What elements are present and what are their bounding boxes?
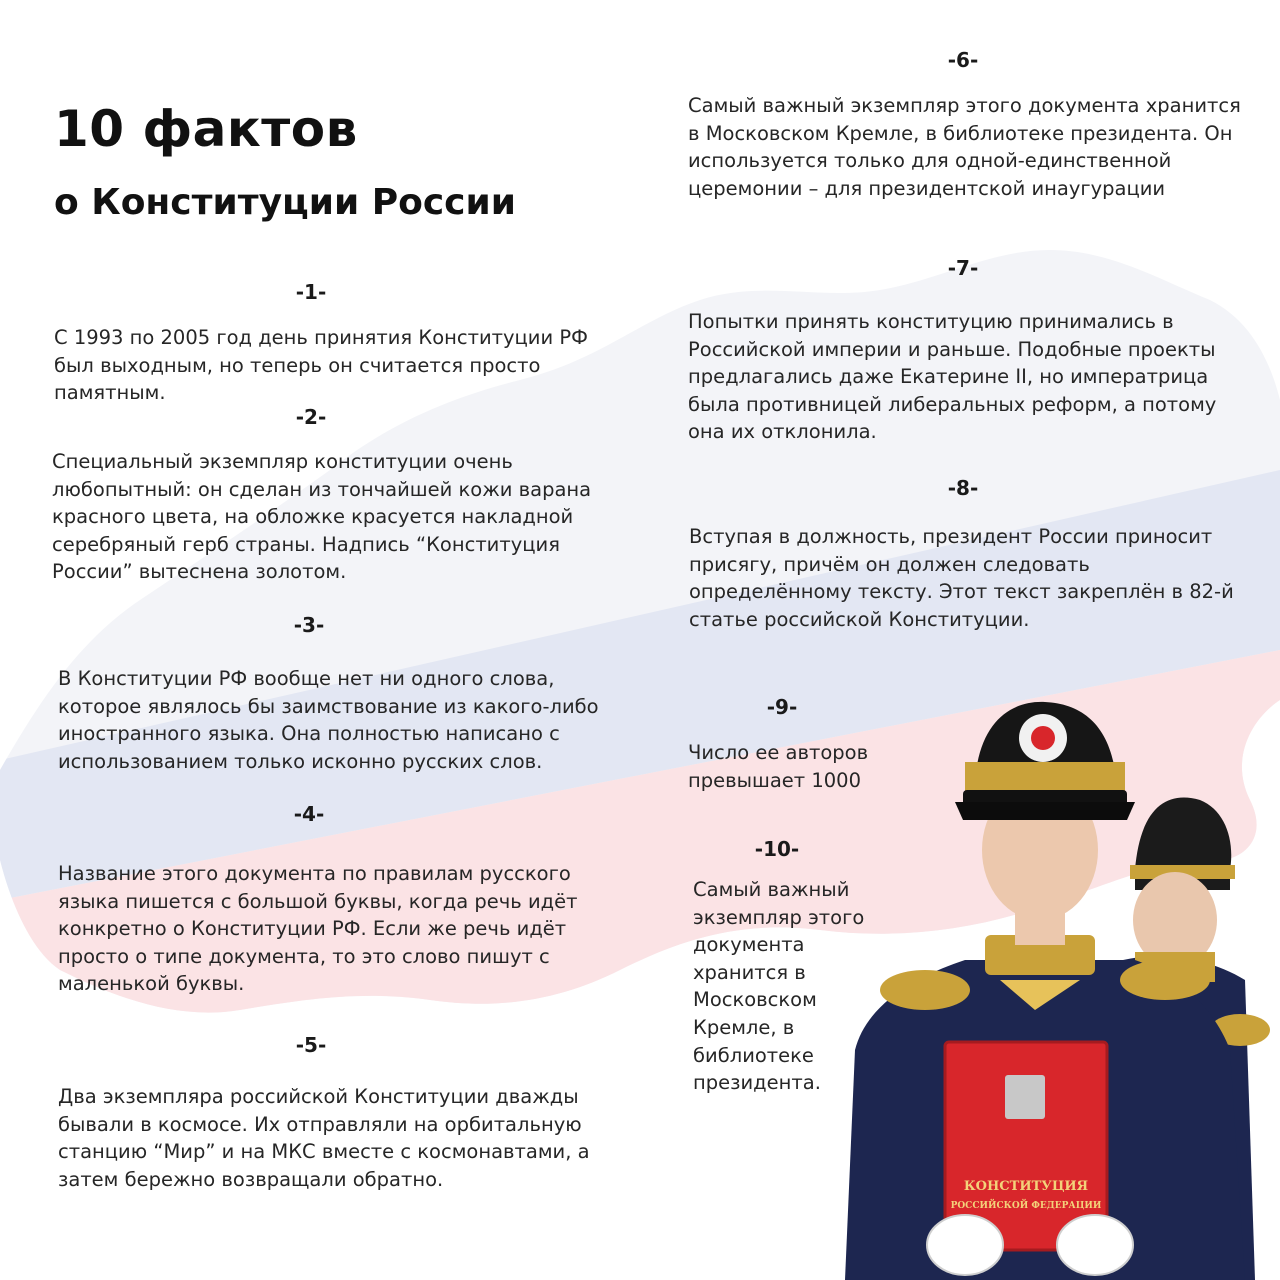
fact-text-4: Название этого документа по правилам русского языка пишется с большой буквы, когда речь идёт конкретно о Конституции РФ. Если же речь идёт просто о типе документа, то это слово пишут с маленькой буквы. [58, 862, 578, 996]
fact-number-6: -6- [947, 48, 979, 72]
fact-number-8: -8- [947, 476, 979, 500]
fact-text-5: Два экземпляра российской Конституции дважды бывали в космосе. Их отправляли на орбитальную станцию “Мир” и на МКС вместе с космонавтами, а затем бережно возвращали обратно. [58, 1085, 590, 1191]
fact-number-1: -1- [295, 280, 327, 304]
fact-number-3: -3- [293, 613, 325, 637]
fact-text-6: Самый важный экземпляр этого документа хранится в Московском Кремле, в библиотеке президента. Он используется только для одной-единственной церемонии – для президентской инаугурации [688, 94, 1241, 200]
page-title: 10 фактов [54, 100, 358, 158]
fact-text-1: С 1993 по 2005 год день принятия Конституции РФ был выходным, но теперь он считается просто памятным. [54, 326, 588, 405]
fact-number-7: -7- [947, 256, 979, 280]
fact-number-10: -10- [754, 837, 800, 861]
main-guard [845, 702, 1245, 1280]
fact-number-4: -4- [293, 802, 325, 826]
fact-text-10: Самый важный экземпляр этого документа хранится в Московском Кремле, в библиотеке президента. [693, 878, 865, 1095]
fact-text-8: Вступая в должность, президент России приносит присягу, причём он должен следовать определённому тексту. Этот текст закреплён в 82-й статье российской Конституции. [689, 525, 1234, 631]
fact-text-9: Число ее авторов превышает 1000 [688, 741, 869, 792]
book-title: КОНСТИТУЦИЯ [963, 1179, 1089, 1194]
fact-number-2: -2- [295, 405, 327, 429]
page-subtitle: о Конституции России [54, 182, 516, 223]
fact-number-9: -9- [766, 695, 798, 719]
fact-number-5: -5- [295, 1033, 327, 1057]
honor-guard-photo [835, 690, 1280, 1280]
fact-text-2: Специальный экземпляр конституции очень любопытный: он сделан из тончайшей кожи варана красного цвета, на обложке красуется накладной серебряный герб страны. Надпись “Конституция России” вытеснена золотом. [52, 450, 592, 584]
fact-text-7: Попытки принять конституцию принимались в Российской империи и раньше. Подобные проекты предлагались даже Екатерине II, но императрица была противницей либеральных реформ, а потому она их отклонила. [688, 310, 1217, 444]
book-subtitle: РОССИЙСКОЙ ФЕДЕРАЦИИ [950, 1201, 1102, 1211]
fact-text-3: В Конституции РФ вообще нет ни одного слова, которое являлось бы заимствование из какого-либо иностранного языка. Она полностью написано с использованием только исконно русских слов. [58, 667, 599, 773]
